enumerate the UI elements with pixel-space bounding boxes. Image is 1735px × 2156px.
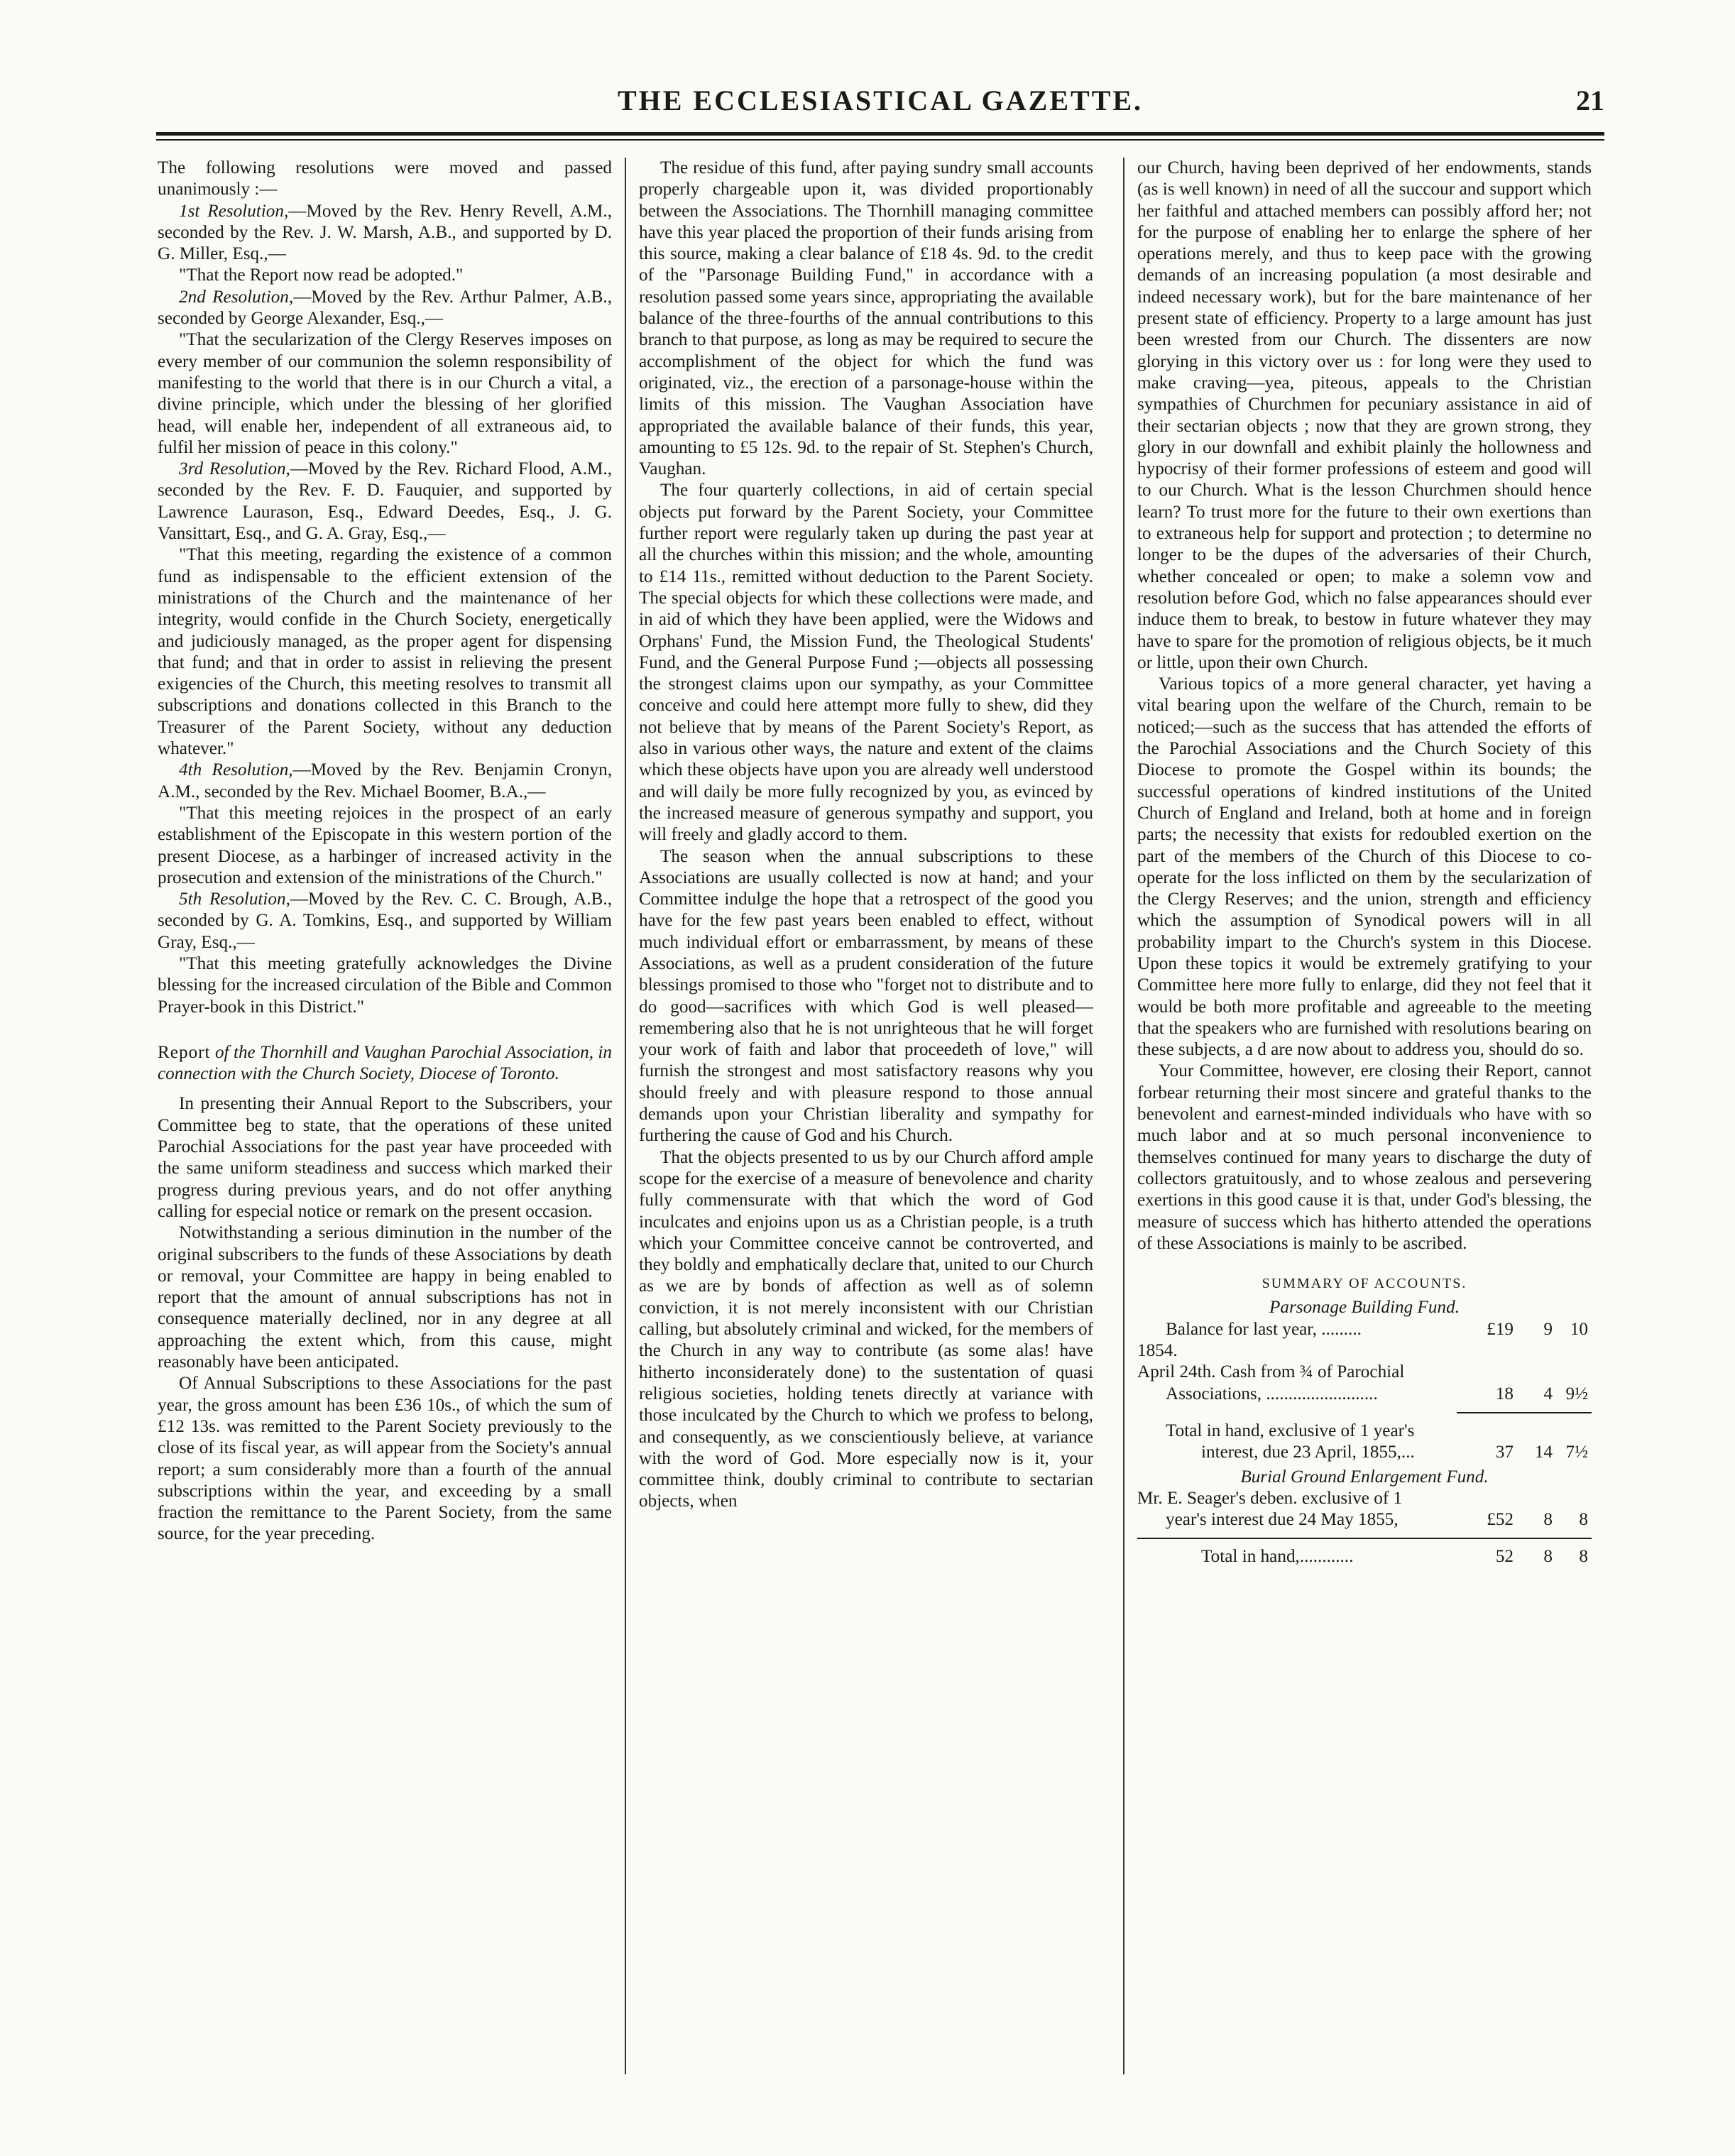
paragraph: Of Annual Subscriptions to these Associations for the past year, the gross amount has been £36 10s., of which the sum of £12 13s. was remitted to the Parent Society previously to the close of its fiscal year, as will appear from the Society's annual report; a sum considerably more than a fourth of the annual subscriptions within the year, and exceeding by a small fraction the remittance to the Parent Society, from the same source, for the year preceding. — [158, 1374, 612, 1544]
resolution-text: —Moved by the Rev. Henry Revell, A.M., seconded by the Rev. J. W. Marsh, A.B., and supported by D. G. Miller, Esq.,— — [158, 201, 612, 264]
pence: 8 — [1579, 1510, 1588, 1530]
summary-row-total1 — [1137, 1421, 1592, 1442]
summary-table — [1137, 1319, 1592, 1568]
fund-heading: Burial Ground Enlargement Fund. — [1240, 1467, 1489, 1487]
resolution-quote: "That this meeting rejoices in the prospect of an early establishment of the Episcopate in this western portion of the present Diocese, as a harbinger of increased activity in the prosecution and extension of the ministrations of the Church." — [158, 803, 612, 887]
section-gap — [158, 1018, 612, 1042]
header-rule-thick — [156, 132, 1604, 136]
resolution-text: —Moved by the Rev. Benjamin Cronyn, A.M., seconded by the Rev. Michael Boomer, B.A.,— — [158, 760, 612, 801]
report-heading — [158, 1042, 612, 1085]
resolution-quote: "That this meeting, regarding the existence of a common fund as indispensable to the efficient extension of the ministrations of the Church and the maintenance of her integrity, would confide in the Church Society, energetically and judiciously managed, as the proper agent for dispensing that fund; and that in order to assist in relieving the present exigencies of the Church, this meeting resolves to transmit all subscriptions and donations collected in this Branch to the Treasurer of the Parent Society, without any deduction whatever." — [158, 545, 612, 759]
report-heading-italic: of the Thornhill and Vaughan Parochial Association, in connection with the Church Society, Diocese of Toronto. — [158, 1042, 612, 1084]
resolution-1 — [158, 201, 612, 266]
paragraph: The residue of this fund, after paying sundry small accounts properly chargeable upon it, was divided proportionably between the Associations. The Thornhill managing committee have this year placed the proportion of their funds arising from this source, making a clear balance of £18 4s. 9d. to the credit of the "Parsonage Building Fund," in accordance with a resolution passed some years since, appropriating the available balance of the three-fourths of the annual contributions to this branch to that purpose, as long as may be required to secure the accomplishment of the object for which the fund was originated, viz., the erection of a parsonage-house within the limits of this mission. The Vaughan Association have appropriated the available balance of their funds, this year, amounting to £5 12s. 9d. to the repair of St. Stephen's Church, Vaughan. — [639, 158, 1093, 479]
pence: 7½ — [1565, 1443, 1588, 1462]
column-divider — [1123, 158, 1124, 2074]
resolution-quote: "That the secularization of the Clergy Reserves imposes on every member of our communion the solemn responsibility of manifesting to the world that there is in our Church a vital, a divine principle, which under the blessing of her glorified head, will enable her, independent of all extraneous aid, to fulfil her mission of peace in this colony." — [158, 330, 612, 457]
sum-rule — [1137, 1538, 1592, 1539]
pence: 10 — [1570, 1319, 1588, 1339]
shillings: 9 — [1543, 1319, 1553, 1339]
column-2 — [639, 158, 1093, 2081]
pounds: £19 — [1487, 1319, 1514, 1339]
paragraph: In presenting their Annual Report to the Subscribers, your Committee beg to state, that the operations of these united Parochial Associations for the past year have proceeded with the same uniform steadiness and success which marked their progress during previous years, and do not offer anything calling for especial notice or remark on the present occasion. — [158, 1094, 612, 1221]
paragraph: our Church, having been deprived of her endowments, stands (as is well known) in need of all the succour and support which her faithful and attached members can possibly afford her; not for the purpose of enabling her to enlarge the sphere of her operations merely, and thus to keep pace with the growing demands of an increasing population (a most desirable and indeed necessary work), but for the bare maintenance of her present state of efficiency. Property to a large amount has just been wrested from our Church. The dissenters are now glorying in this victory over us : for long were they used to make craving—yea, piteous, appeals to the Christian sympathies of Churchmen for pecuniary assistance in aid of their sectarian objects ; now that they are grown strong, they glory in our downfall and exhibit plainly the hollowness and hypocrisy of their former professions of esteem and good will to our Church. What is the lesson Churchmen should hence learn? To trust more for the future to their own exertions than to extraneous help for support and protection ; to determine no longer to be the dupes of the adversaries of their Church, whether concealed or open; to make a solemn vow and resolution before God, which no false appearances should ever induce them to break, to bestow in future whatever they may have to spare for the promotion of religious objects, be it much or little, upon their own Church. — [1137, 158, 1592, 672]
column-divider — [625, 158, 626, 2074]
summary-row-seager-b — [1137, 1509, 1592, 1531]
pounds: 18 — [1495, 1384, 1514, 1403]
summary-row-total1b — [1137, 1442, 1592, 1463]
resolution-3 — [158, 459, 612, 545]
resolution-text: —Moved by the Rev. Arthur Palmer, A.B., seconded by George Alexander, Esq.,— — [158, 287, 612, 329]
row-label: Balance for last year, ......... — [1166, 1319, 1362, 1339]
shillings: 14 — [1534, 1443, 1553, 1462]
paragraph: The season when the annual subscriptions to these Associations are usually collected is now at hand; and your Committee indulge the hope that a retrospect of the good you have for the few past years been enabled to effect, without much individual effort or embarrassment, by means of these Associations, as well as a prudent consideration of the future blessings promised to those who "forget not to distribute and to do good—sacrifices with which God is well pleased—remembering also that he is not unrighteous that he will forget your work of faith and labor that proceedeth of love," will furnish the strongest and most satisfactory reasons why you should freely and with pleasure respond to those annual demands upon your Christian liberality and sympathy for furthering the cause of God and his Church. — [639, 846, 1093, 1146]
page-number: 21 — [1576, 84, 1604, 116]
report-heading-caps: Report — [158, 1042, 211, 1062]
resolution-label: 3rd Resolution, — [179, 459, 290, 479]
paragraph: Your Committee, however, ere closing their Report, cannot forbear returning their most sincere and grateful thanks to the benevolent and earnest-minded individuals who have with so much labor and at so much personal inconvenience to themselves continued for many years to discharge the duty of collectors gratuitously, and to whose zealous and persevering exertions in this good cause it is that, under God's blessing, the measure of success which has hitherto attended the operations of these Associations is mainly to be ascribed. — [1137, 1061, 1592, 1253]
shillings: 4 — [1543, 1384, 1553, 1403]
pounds: 52 — [1495, 1547, 1514, 1567]
pence: 9½ — [1565, 1384, 1588, 1403]
shillings: 8 — [1543, 1547, 1553, 1567]
summary-row-year — [1137, 1340, 1592, 1362]
row-label: year's interest due 24 May 1855, — [1166, 1510, 1399, 1530]
resolution-label: 5th Resolution, — [179, 890, 290, 909]
header-rule-thin — [156, 139, 1604, 141]
summary-row-seager — [1137, 1488, 1592, 1509]
pounds: £52 — [1487, 1510, 1514, 1530]
column-1 — [158, 158, 612, 2081]
paragraph: Various topics of a more general character, yet having a vital bearing upon the welfare of the Church, remain to be noticed;—such as the success that has attended the efforts of the Parochial Associations and the Church Society of this Diocese to promote the Gospel within its bounds; the successful operations of kindred institutions of the United Church of England and Ireland, both at home and in foreign parts; the necessity that exists for redoubled exertion on the part of the members of the Church of this Diocese to co-operate for the loss inflicted on them by the secularization of the Clergy Reserves; and the union, strength and efficiency which the assumption of Synodical powers will in all probability impart to the Church's system in this Diocese. Upon these topics it would be extremely gratifying to your Committee here more fully to enlarge, did they not feel that it would be both more profitable and agreeable to the meeting that the speakers who are furnished with resolutions bearing on these subjects, a d are now about to address you, should do so. — [1137, 674, 1592, 1060]
resolution-2 — [158, 287, 612, 330]
paragraph: The four quarterly collections, in aid of certain special objects put forward by the Parent Society, your Committee further report were regularly taken up during the past year at all the churches within this mission; and the whole, amounting to £14 11s., remitted without deduction to the Parent Society. The special objects for which these collections were made, and in aid of which they have been applied, were the Widows and Orphans' Fund, the Mission Fund, the Theological Students' Fund, and the General Purpose Fund ;—objects all possessing the strongest claims upon our sympathy, as your Committee conceive and could here attempt more fully to shew, did they not believe that by means of the Parent Society's Report, as also in various other ways, the nature and extent of the claims which these objects have upon you are already well understood and will daily be more fully recognized by you, as evinced by the increased measure of generous sympathy and support, you will freely and gladly accord to them. — [639, 481, 1093, 845]
row-label: interest, due 23 April, 1855,... — [1201, 1443, 1415, 1462]
paragraph: That the objects presented to us by our Church afford ample scope for the exercise of a measure of benevolence and charity fully commensurate with that which the word of God inculcates and enjoins upon us as a Christian people, is a truth which your Committee conceive cannot be controverted, and they boldly and emphatically declare that, united to our Church as we are by bonds of affection as well as of solemn conviction, it is not merely inconsistent with our Christian calling, but absolutely criminal and wicked, for the members of the Church in any way to contribute (as some alas! have hitherto inconsiderately done) to the sustentation of quasi religious societies, holding tenets directly at variance with those inculcated by the Church to which we profess to belong, and consequently, as we conscientiously believe, at variance with the word of God. More especially now is it, your committee think, doubly criminal to contribute to sectarian objects, when — [639, 1147, 1093, 1511]
summary-title: SUMMARY OF ACCOUNTS. — [1261, 1276, 1467, 1292]
resolution-label: 1st Resolution, — [179, 201, 289, 221]
shillings: 8 — [1543, 1510, 1553, 1530]
row-label: Associations, ......................... — [1166, 1384, 1378, 1403]
row-label: April 24th. Cash from ¾ of Parochial — [1137, 1362, 1405, 1382]
resolution-text: —Moved by the Rev. Richard Flood, A.M., seconded by the Rev. F. D. Fauquier, and supported by Lawrence Laurason, Esq., Edward Deedes, Esq., J. G. Vansittart, Esq., and G. A. Gray, Esq.,— — [158, 459, 612, 544]
row-label: 1854. — [1137, 1341, 1178, 1361]
publication-title: THE ECCLESIASTICAL GAZETTE. — [617, 84, 1144, 116]
summary-row-associations — [1137, 1384, 1592, 1405]
resolution-text: —Moved by the Rev. C. C. Brough, A.B., seconded by G. A. Tomkins, Esq., and supported by William Gray, Esq.,— — [158, 890, 612, 952]
fund-heading: Parsonage Building Fund. — [1269, 1298, 1460, 1318]
resolution-label: 4th Resolution, — [179, 760, 293, 780]
summary-row-balance — [1137, 1319, 1592, 1340]
paragraph: Notwithstanding a serious diminution in the number of the original subscribers to the funds of these Associations by death or removal, your Committee are happy in being enabled to report that the amount of annual subscriptions has not in consequence materially declined, nor in any degree at all approaching the extent which, from this cause, might reasonably have been anticipated. — [158, 1223, 612, 1372]
resolution-label: 2nd Resolution, — [179, 287, 294, 307]
running-header — [156, 84, 1604, 126]
pence: 8 — [1579, 1547, 1588, 1567]
resolution-5 — [158, 889, 612, 953]
resolution-4 — [158, 760, 612, 803]
pounds: 37 — [1495, 1443, 1514, 1462]
summary-row-april — [1137, 1362, 1592, 1383]
row-label: Total in hand, exclusive of 1 year's — [1166, 1421, 1415, 1440]
summary-row-total2 — [1137, 1546, 1592, 1567]
row-label: Mr. E. Seager's deben. exclusive of 1 — [1137, 1488, 1403, 1508]
row-label: Total in hand,............ — [1201, 1547, 1354, 1567]
sum-rule — [1457, 1412, 1592, 1413]
column-3 — [1137, 158, 1592, 2081]
paragraph: The following resolutions were moved and passed unanimously :— — [158, 158, 612, 199]
resolution-quote: "That the Report now read be adopted." — [179, 266, 464, 285]
resolution-quote: "That this meeting gratefully acknowledges the Divine blessing for the increased circulation of the Bible and Common Prayer-book in this District." — [158, 953, 612, 1017]
